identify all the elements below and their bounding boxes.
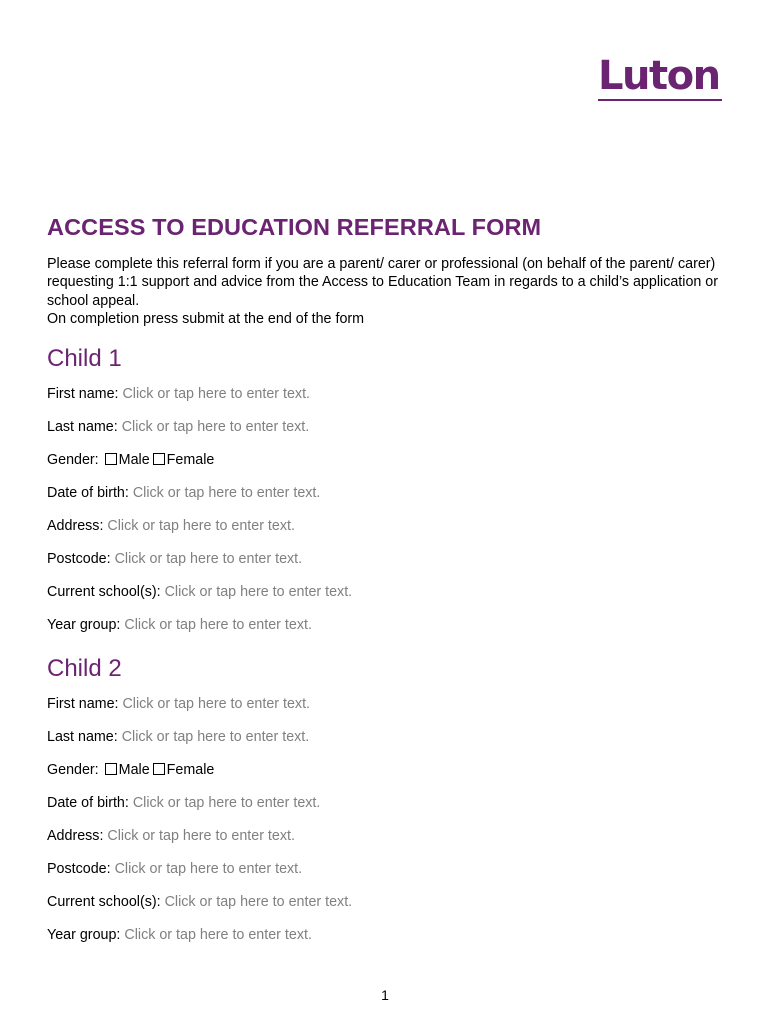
child-2-address-row [47,827,737,860]
child-2-female-checkbox[interactable] [153,763,165,775]
address-label: Address: [47,518,104,535]
child-1-address-row [47,517,737,550]
female-label: Female [166,762,215,779]
first-name-label: First name: [47,386,119,403]
child-2-first-name-row [47,695,737,728]
intro [47,255,737,328]
child-2-last-name-input[interactable]: Click or tap here to enter text. [121,729,310,746]
year-label: Year group: [47,927,121,944]
luton-logo [598,53,724,101]
year-label: Year group: [47,617,121,634]
dob-label: Date of birth: [47,795,129,812]
child-2-year-row [47,926,737,948]
child-1-first-name-input[interactable]: Click or tap here to enter text. [122,386,311,403]
male-label: Male [118,452,150,469]
first-name-label: First name: [47,696,119,713]
child-1-year-row [47,616,737,638]
child-1-female-checkbox[interactable] [153,453,165,465]
school-label: Current school(s): [47,894,161,911]
child-1-year-input[interactable]: Click or tap here to enter text. [124,617,312,634]
postcode-label: Postcode: [47,551,111,568]
male-label: Male [118,762,150,779]
child-1-postcode-input[interactable]: Click or tap here to enter text. [114,551,303,568]
child-1-dob-input[interactable]: Click or tap here to enter text. [132,485,321,502]
child-2-dob-row [47,794,737,827]
child-2-address-input[interactable]: Click or tap here to enter text. [107,828,295,845]
female-label: Female [166,452,215,469]
child-2-male-checkbox[interactable] [105,763,117,775]
postcode-label: Postcode: [47,861,111,878]
child-1-school-row [47,583,737,616]
last-name-label: Last name: [47,729,118,746]
child-1-last-name-row [47,418,737,451]
child-1-first-name-row [47,385,737,418]
intro-paragraph: Please complete this referral form if you are a parent/ carer or professional (on behalf of the parent/ carer) requesting 1:1 support and advice from the Access to Education Team in regards to a child’s application or school appeal. [47,256,719,309]
gender-label: Gender: [47,452,99,469]
page-number: 1 [381,987,389,1003]
logo-underline [598,99,722,101]
child-2-last-name-row [47,728,737,761]
child-2-heading: Child 2 [47,655,122,683]
form-content [47,212,737,948]
child-2-postcode-row [47,860,737,893]
child-2-school-input[interactable]: Click or tap here to enter text. [164,894,353,911]
dob-label: Date of birth: [47,485,129,502]
child-1-postcode-row [47,550,737,583]
last-name-label: Last name: [47,419,118,436]
school-label: Current school(s): [47,584,161,601]
child-1-male-checkbox[interactable] [105,453,117,465]
child-1-gender-row [47,451,737,484]
gender-label: Gender: [47,762,99,779]
submit-note: On completion press submit at the end of the form [47,310,365,327]
child-2-year-input[interactable]: Click or tap here to enter text. [124,927,312,944]
child-1-heading: Child 1 [47,345,122,373]
child-2-section [47,654,737,948]
child-2-school-row [47,893,737,926]
child-1-last-name-input[interactable]: Click or tap here to enter text. [121,419,310,436]
child-1-address-input[interactable]: Click or tap here to enter text. [107,518,295,535]
child-1-section [47,344,737,638]
child-2-gender-row [47,761,737,794]
child-2-postcode-input[interactable]: Click or tap here to enter text. [114,861,303,878]
logo-text: Luton [598,53,720,99]
child-1-school-input[interactable]: Click or tap here to enter text. [164,584,353,601]
child-1-dob-row [47,484,737,517]
page-title: ACCESS TO EDUCATION REFERRAL FORM [47,214,542,240]
child-2-first-name-input[interactable]: Click or tap here to enter text. [122,696,311,713]
address-label: Address: [47,828,104,845]
child-2-dob-input[interactable]: Click or tap here to enter text. [132,795,321,812]
